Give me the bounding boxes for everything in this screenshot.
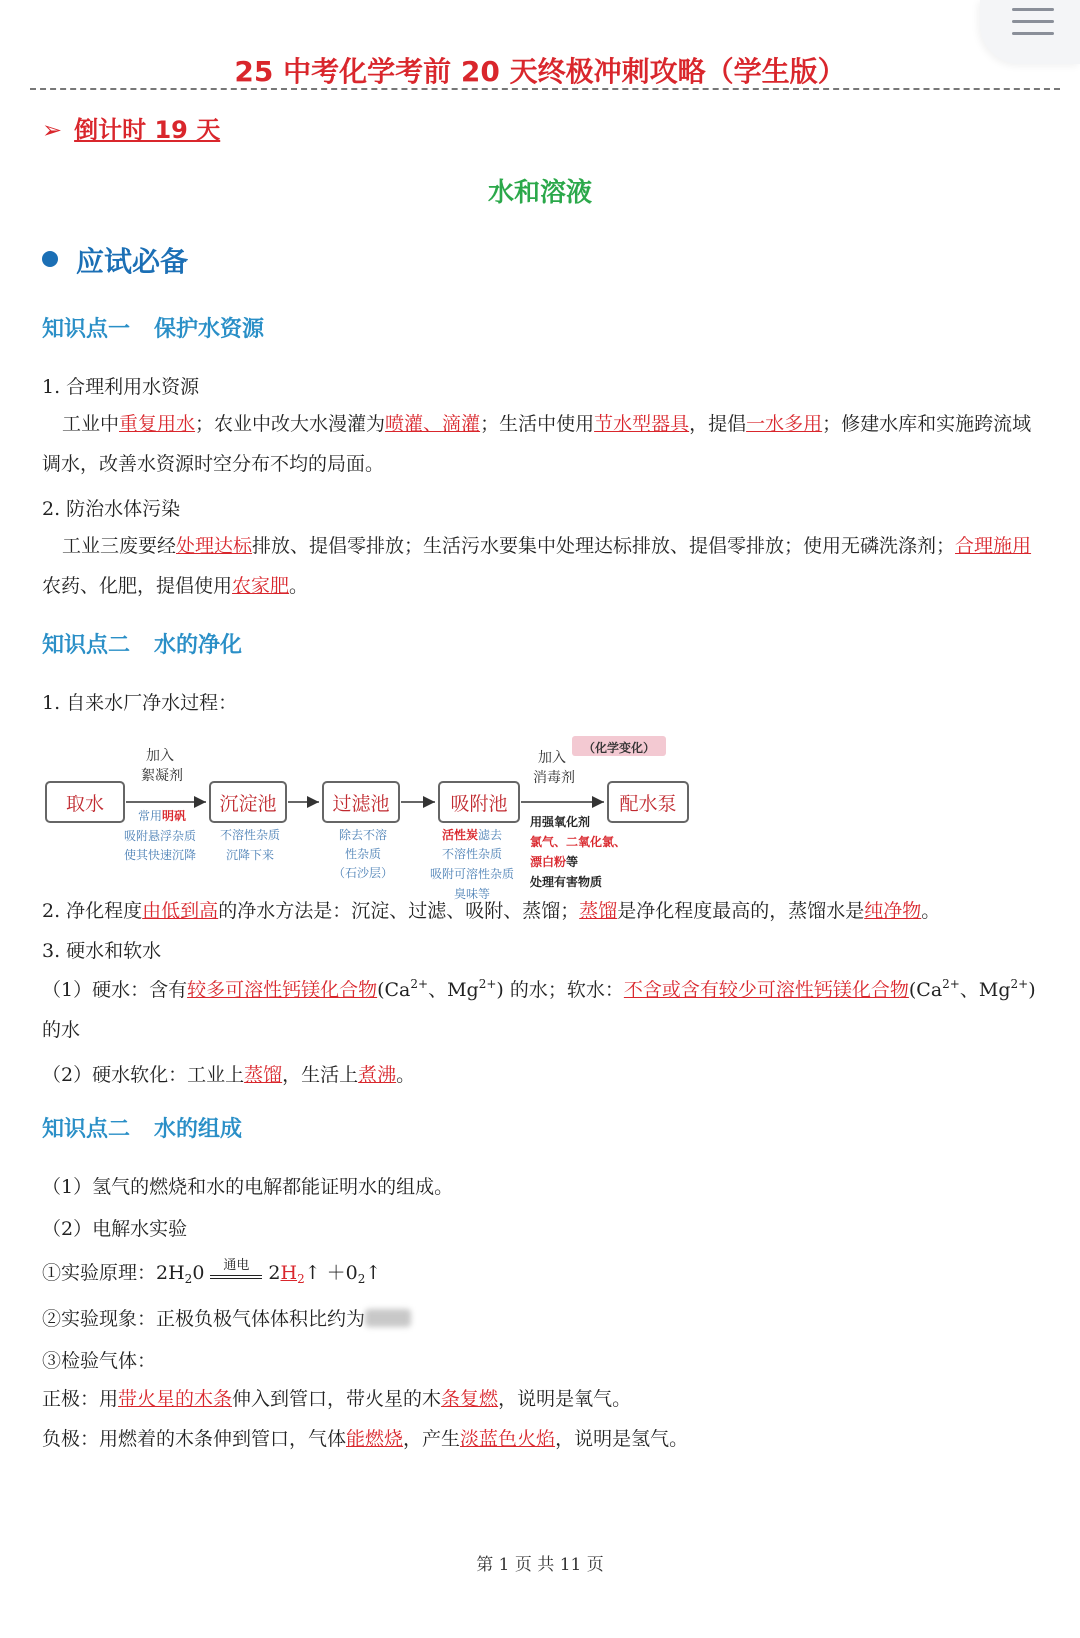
bullet-dot-icon [42,251,58,267]
highlight-answer: 较多可溶性钙镁化合物 [187,979,378,1001]
flow-note: 处理有害物质 [530,875,603,889]
flow-note: 吸附悬浮杂质 [123,829,197,843]
kp-title: 水的组成 [154,1117,243,1142]
list-item: 正极：用带火星的木条伸入到管口，带火星的木条复燃，说明是氧气。 [42,1388,632,1410]
menu-icon-line [1012,32,1054,35]
knowledge-point-heading [42,1112,242,1143]
knowledge-point-heading [42,628,242,659]
flow-note: 不溶性杂质 [441,847,503,861]
highlight-answer: 条复燃 [441,1388,499,1410]
blurred-answer [365,1309,411,1327]
list-item: 1. 自来水厂净水过程： [42,692,238,714]
highlight-answer: 不含或含有较少可溶性钙镁化合物 [623,979,909,1001]
highlight-answer: 节水型器具 [594,413,690,435]
chemical-change-tag-label: （化学变化） [582,741,656,755]
countdown-label: 倒计时 19 天 [74,116,221,144]
highlight-answer: 煮沸 [358,1064,397,1086]
flow-label: 加入 [146,748,174,764]
list-item: （1）氢气的燃烧和水的电解都能证明水的组成。 [42,1176,454,1198]
flow-box-adsorption-label: 吸附池 [450,793,508,815]
list-item: 1. 合理利用水资源 [42,376,200,398]
kp-label: 知识点一 [42,317,131,342]
highlight-answer: 纯净物 [864,900,922,922]
section-title: 应试必备 [76,245,189,278]
flow-note: 沉降下来 [225,848,275,862]
flow-label: 絮凝剂 [141,768,183,784]
highlight-answer: 农家肥 [232,575,290,597]
countdown-heading [42,110,220,145]
highlight-answer: 带火星的木条 [118,1388,233,1410]
list-item: 3. 硬水和软水 [42,940,162,962]
header-divider [30,88,1060,90]
flow-note: 使其快速沉降 [123,848,197,862]
list-item: 2. 净化程度由低到高的净水方法是：沉淀、过滤、吸附、蒸馏；蒸馏是净化程度最高的，蒸馏水是纯净物。 [42,900,941,922]
flow-label: 加入 [538,750,566,766]
equation-line: ①实验原理：$2H_20$ 通电 $2H_2↑$ $+0_2↑$ [42,1258,382,1286]
list-item: （2）电解水实验 [42,1218,188,1240]
flow-box-pump-label: 配水泵 [619,793,677,815]
flow-note: 氯气、二氧化氯、 [530,835,627,849]
flow-note: 不溶性杂质 [219,828,281,842]
list-item: 负极：用燃着的木条伸到管口，气体能燃烧，产生淡蓝色火焰，说明是氢气。 [42,1428,689,1450]
highlight-answer: 喷灌、滴灌 [385,413,481,435]
flow-note: 除去不溶 [338,828,388,842]
arrow-bullet-icon: ➢ [42,116,63,144]
list-item: （2）硬水软化：工业上蒸馏，生活上煮沸。 [42,1064,416,1086]
flow-label: 消毒剂 [533,770,575,786]
flow-note: 活性炭滤去 [441,828,503,842]
reaction-condition: 通电 [210,1273,262,1279]
list-item: 2. 防治水体污染 [42,498,181,520]
water-purification-flowchart [40,741,720,901]
document-header-title: 25 中考化学考前 20 天终极冲刺攻略（学生版） [234,55,846,88]
flow-note: 用强氧化剂 [530,815,591,829]
page-footer: 第 1 页 共 11 页 [476,1555,604,1575]
paragraph: （1）硬水：含有较多可溶性钙镁化合物($Ca^{2+}$、$Mg^{2+}$) 的水；软水：不含或含有较少可溶性钙镁化合物($Ca^{2+}$、$Mg^{2+}$) 的水 [42,977,1036,1041]
flow-note: 常用明矾 [137,809,187,823]
section-heading [42,240,188,280]
highlight-answer: 重复用水 [119,413,196,435]
highlight-answer: 淡蓝色火焰 [460,1428,556,1450]
kp-label: 知识点二 [42,1117,131,1142]
highlight-answer: $H_2$ [280,1262,305,1286]
flow-note: 性杂质 [344,847,382,861]
paragraph: 工业中重复用水；农业中改大水漫灌为喷灌、滴灌；生活中使用节水型器具，提倡一水多用；修建水库和实施跨流域调水，改善水资源时空分布不均的局面。 [42,413,1032,475]
list-item: ③检验气体： [42,1350,157,1372]
topic-title: 水和溶液 [487,178,592,208]
highlight-answer: 能燃烧 [346,1428,404,1450]
flow-note: （石沙层） [332,866,394,880]
flow-box-sedimentation-label: 沉淀池 [219,793,277,815]
list-item: ②实验现象：正极负极气体体积比约为 [42,1304,1040,1334]
menu-icon-line [1012,8,1054,11]
highlight-answer: 由低到高 [142,900,219,922]
highlight-answer: 蒸馏 [244,1064,283,1086]
highlight-answer: 蒸馏 [579,900,618,922]
paragraph: 工业三废要经处理达标排放、提倡零排放；生活污水要集中处理达标排放、提倡零排放；使用无磷洗涤剂；合理施用农药、化肥，提倡使用农家肥。 [42,535,1032,597]
flow-box-filtration-label: 过滤池 [332,793,390,815]
highlight-answer: 一水多用 [746,413,823,435]
flow-note: 臭味等 [453,887,491,901]
menu-icon-line [1012,20,1054,23]
flow-note: 吸附可溶性杂质 [429,867,515,881]
kp-title: 水的净化 [154,633,243,658]
knowledge-point-heading [42,312,264,343]
kp-label: 知识点二 [42,633,131,658]
kp-title: 保护水资源 [154,317,265,342]
highlight-answer: 合理施用 [955,535,1032,557]
flow-note: 漂白粉等 [530,855,579,869]
highlight-answer: 处理达标 [176,535,253,557]
flow-box-intake-label: 取水 [65,793,105,815]
